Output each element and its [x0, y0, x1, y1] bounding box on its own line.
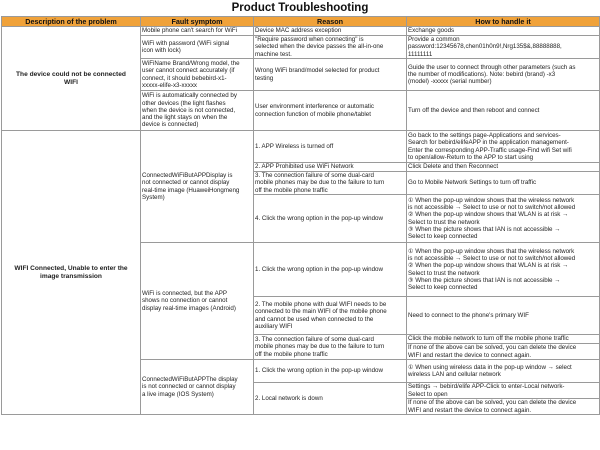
header-row — [2, 17, 600, 27]
page-title: Product Troubleshooting — [231, 2, 369, 14]
table-row — [2, 27, 600, 36]
symptom-cell: Mobile phone can't search for WiFi — [141, 27, 254, 36]
reason-cell: Device MAC address exception — [254, 27, 407, 36]
handle-cell: Settings → bebird/elife APP-Click to enter-Local network- Select to open — [407, 383, 600, 399]
header-problem: Description of the problem — [2, 17, 141, 27]
reason-cell: 3. The connection failure of some dual-card mobile phones may be due to the failure to turn off the mobile phone traffic — [254, 335, 407, 360]
handle-cell: If none of the above can be solved, you can delete the device WIFI and restart the device to connect again. — [407, 344, 600, 360]
handle-cell: Provide a common password:12345678,chen01h0n9!,Nrg135$&,88888888, 11111111 — [407, 36, 600, 59]
header-symptom: Fault symptom — [141, 17, 254, 27]
handle-cell: Turn off the device and then reboot and connect — [407, 91, 600, 131]
symptom-cell: ConnectedWiFiButAPPThe display is not connected or cannot display a live image (IOS System) — [141, 360, 254, 415]
reason-cell: Wrong WiFi brand/model selected for product testing — [254, 59, 407, 91]
reason-cell: 3. The connection failure of some dual-card mobile phones may be due to the failure to turn off the mobile phone traffic — [254, 172, 407, 195]
reason-cell: 1. Click the wrong option in the pop-up window — [254, 243, 407, 297]
reason-cell: 2. Local network is down — [254, 383, 407, 415]
handle-cell: ① When the pop-up window shows that the wireless network is not accessible → Select to use or not to switch/not allowed ② When the pop-up window shows that WLAN is at risk → Select to trust the network ③ When the picture shows that IAN is not accessible → Select to keep connected — [407, 243, 600, 297]
reason-cell: 2. The mobile phone with dual WIFI needs to be connected to the main WIFI of the mobile phone and cannot be used when connected to the auxiliary WIFI — [254, 297, 407, 335]
symptom-cell: WiFi is connected, but the APP shows no connection or cannot display real-time images (Android) — [141, 243, 254, 360]
handle-cell: ① When the pop-up window shows that the wireless network is not accessible → Select to use or not to switch/not allowed ② When the pop-up window shows that WLAN is at risk → Select to trust the network ③ When the picture shows that IAN is not accessible → Select to keep connected — [407, 195, 600, 243]
problem-cell: WIFI Connected, Unable to enter the image transmission — [2, 131, 141, 415]
handle-cell: If none of the above can be solved, you can delete the device WIFI and restart the device to connect again. — [407, 399, 600, 415]
handle-cell: ① When using wireless data in the pop-up window → select wireless LAN and cellular network — [407, 360, 600, 383]
problem-cell: The device could not be connected WIFI — [2, 27, 141, 131]
symptom-cell: WiFiName Brand/Wrong model, the user cannot connect accurately (if connect, it should bebebird-x1- xxxxx-elife-x3-xxxxx — [141, 59, 254, 91]
reason-cell: 1. Click the wrong option in the pop-up window — [254, 360, 407, 383]
handle-cell: Need to connect to the phone's primary WIF — [407, 297, 600, 335]
handle-cell: Guide the user to connect through other parameters (such as the number of modifications). Note: bebird (brand) -x3 (model) -xxxxx (serial number) — [407, 59, 600, 91]
troubleshooting-table — [1, 16, 600, 415]
handle-cell: Click the mobile network to turn off the mobile phone traffic — [407, 335, 600, 344]
reason-cell: 4. Click the wrong option in the pop-up window — [254, 195, 407, 243]
symptom-cell: WiFi with password (WiFi signal icon with lock) — [141, 36, 254, 59]
header-handle: How to handle it — [407, 17, 600, 27]
symptom-cell: WiFi is automatically connected by other devices (the light flashes when the device is not connected, and the light stays on when the device is connected) — [141, 91, 254, 131]
handle-cell: Click Delete and then Reconnect — [407, 163, 600, 172]
reason-cell: 2. APP Prohibited use WiFi Network — [254, 163, 407, 172]
handle-cell: Exchange goods — [407, 27, 600, 36]
reason-cell: 1. APP Wireless is turned off — [254, 131, 407, 163]
symptom-cell: ConnectedWiFiButAPPDisplay is not connected or cannot display real-time image (HuaweiHongmeng System) — [141, 131, 254, 243]
header-reason: Reason — [254, 17, 407, 27]
reason-cell: "Require password when connecting" is selected when the device passes the all-in-one machine test. — [254, 36, 407, 59]
handle-cell: Go to Mobile Network Settings to turn off traffic — [407, 172, 600, 195]
reason-cell: User environment interference or automatic connection function of mobile phone/tablet — [254, 91, 407, 131]
handle-cell: Go back to the settings page-Applications and services- Search for bebird/elifeAPP in the application management- Enter the corresponding APP-Traffic usage-Find wifi Set wifi to open/allow-Return to the APP to start using — [407, 131, 600, 163]
table-row — [2, 131, 600, 163]
